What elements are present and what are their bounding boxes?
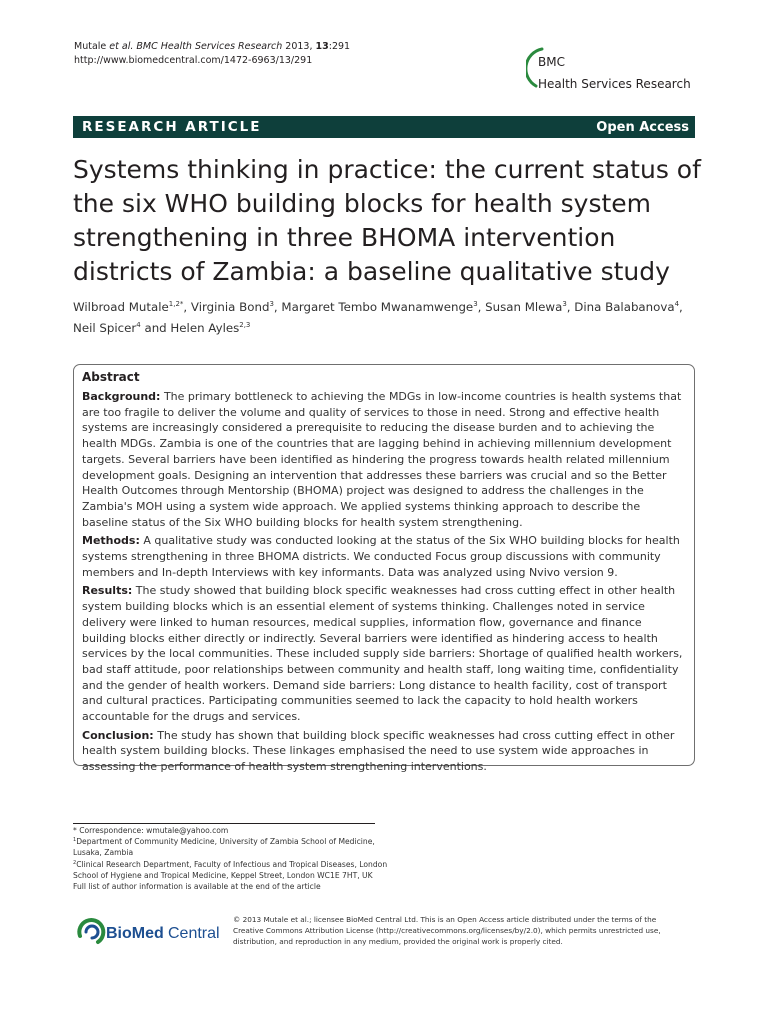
author-affiliation: 2,3 bbox=[239, 321, 251, 329]
article-url[interactable]: http://www.biomedcentral.com/1472-6963/13/291 bbox=[74, 55, 313, 66]
footnote-divider bbox=[73, 823, 375, 824]
affiliation-text: Clinical Research Department, Faculty of Infectious and Tropical Diseases, London School of Hygiene and Tropical Medicine, Keppel Street, London WC1E 7HT, UK bbox=[73, 859, 388, 880]
author-info-note: Full list of author information is available at the end of the article bbox=[73, 882, 321, 892]
article-title: Systems thinking in practice: the current status of the six WHO building blocks for health system strengthening in three BHOMA intervention districts of Zambia: a baseline qualitative study bbox=[73, 155, 701, 286]
bmc-journal-logo bbox=[526, 46, 706, 96]
correspondence: * Correspondence: wmutale@yahoo.com bbox=[73, 826, 229, 835]
citation-year: 2013, bbox=[285, 41, 313, 52]
section-label: Methods: bbox=[82, 534, 140, 548]
author-name: Margaret Tembo Mwanamwenge bbox=[281, 300, 474, 314]
abstract-background bbox=[82, 389, 686, 530]
author-name: Helen Ayles bbox=[170, 321, 240, 335]
affiliation-1 bbox=[73, 836, 393, 858]
author-name: Virginia Bond bbox=[190, 300, 270, 314]
author-name: Susan Mlewa bbox=[485, 300, 563, 314]
article-type-label: RESEARCH ARTICLE bbox=[82, 119, 262, 135]
author-separator: , bbox=[566, 300, 575, 314]
citation-authors: Mutale bbox=[74, 41, 107, 52]
abstract-results bbox=[82, 583, 686, 724]
citation-header bbox=[74, 40, 350, 68]
bmc-logo-journal: Health Services Research bbox=[538, 77, 691, 91]
abstract-conclusion bbox=[82, 728, 686, 775]
license-text: © 2013 Mutale et al.; licensee BioMed Central Ltd. This is an Open Access article distributed under the terms of the Creative Commons Attribution License (http://creativecommons.org/licenses/by/2.0), which permits unrestricted use, distribution, and reproduction in any medium, provided the original work is properly cited. bbox=[233, 915, 661, 946]
author-affiliation: 3 bbox=[473, 300, 478, 308]
author-separator: , bbox=[477, 300, 486, 314]
citation-line bbox=[74, 40, 350, 54]
bmc-logo-name: BMC bbox=[538, 55, 565, 69]
section-label: Results: bbox=[82, 584, 133, 598]
author-separator: , bbox=[679, 300, 683, 314]
section-text: The primary bottleneck to achieving the MDGs in low-income countries is health systems that are too fragile to deliver the volume and quality of services to those in need. Strong and effective health systems are increasingly considered a prerequisite to reducing the disease burden and to achieving the health MDGs. Zambia is one of the countries that are lagging behind in achieving millennium development targets. Several barriers have been identified as hindering the progress towards health related millennium development goals. Designing an intervention that addresses these barriers was crucial and so the Better Health Outcomes through Mentorship (BHOMA) project was designed to address the challenges in the Zambia's MOH using a system wide approach. We applied systems thinking approach to describe the baseline status of the Six WHO building blocks for health system strengthening. bbox=[82, 390, 682, 529]
abstract-methods bbox=[82, 533, 686, 580]
biomed-swirl-icon bbox=[79, 920, 103, 942]
citation-journal: BMC Health Services Research bbox=[136, 41, 283, 52]
open-access-label: Open Access bbox=[596, 119, 689, 135]
article-type-banner bbox=[73, 116, 695, 138]
author-affiliation: 4 bbox=[136, 321, 141, 329]
author-name: Wilbroad Mutale bbox=[73, 300, 169, 314]
author-list bbox=[73, 297, 713, 339]
abstract-heading: Abstract bbox=[82, 370, 140, 384]
author-affiliation: 4 bbox=[674, 300, 680, 308]
logo-text-central: Central bbox=[168, 925, 220, 942]
footnotes bbox=[73, 825, 393, 892]
abstract-content bbox=[82, 369, 686, 778]
citation-etal: et al. bbox=[109, 41, 134, 52]
author-separator: , bbox=[273, 300, 282, 314]
biomed-central-logo bbox=[74, 914, 224, 950]
section-text: A qualitative study was conducted looking at the status of the Six WHO building blocks for health systems strengthening in three BHOMA districts. We conducted Focus group discussions with community members and In-depth Interviews with key informants. Data was analyzed using Nvivo version 9. bbox=[82, 534, 680, 579]
citation-article: :291 bbox=[328, 41, 351, 52]
citation-volume: 13 bbox=[315, 41, 329, 52]
affiliation-number: 1 bbox=[73, 837, 77, 844]
affiliation-text: Department of Community Medicine, University of Zambia School of Medicine, Lusaka, Zambia bbox=[73, 837, 375, 858]
author-affiliation: 3 bbox=[269, 300, 274, 308]
author-affiliation: 1,2* bbox=[168, 300, 184, 308]
section-label: Conclusion: bbox=[82, 728, 154, 742]
abstract-box bbox=[73, 364, 695, 774]
author-name: Neil Spicer bbox=[73, 321, 137, 335]
author-name: Dina Balabanova bbox=[574, 300, 675, 314]
affiliation-2 bbox=[73, 859, 393, 881]
section-label: Background: bbox=[82, 390, 161, 403]
affiliation-number: 2 bbox=[73, 859, 77, 866]
logo-text-biomed: BioMed bbox=[106, 925, 164, 942]
author-separator: and bbox=[140, 321, 171, 335]
author-separator: , bbox=[183, 300, 191, 314]
section-text: The study has shown that building block specific weaknesses had cross cutting effect in other health system building blocks. These linkages emphasised the need to use system wide approaches in assessing the performance of health system strengthening interventions. bbox=[82, 728, 675, 774]
section-text: The study showed that building block specific weaknesses had cross cutting effect in other health system building blocks which is an essential element of systems thinking. Challenges noted in service delivery were linked to human resources, medical supplies, information flow, governance and finance building blocks either directly or indirectly. Several barriers were identified as hindering access to health services by the local communities. These included supply side barriers: Shortage of qualified health workers, bad staff attitude, poor relationships between community and health staff, long waiting time, confidentiality and the gender of health workers. Demand side barriers: Long distance to health facility, cost of transport and cultural practices. Participating communities seemed to lack the capacity to hold health workers accountable for the drugs and services. bbox=[82, 584, 683, 724]
author-affiliation: 3 bbox=[562, 300, 567, 308]
